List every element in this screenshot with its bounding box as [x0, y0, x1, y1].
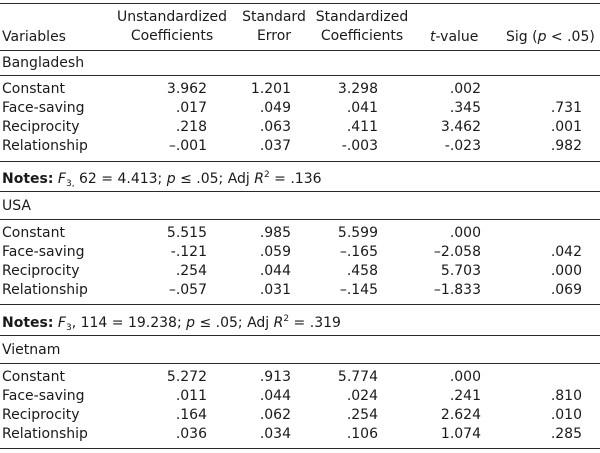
header-unstandardized-line2: Coefficients	[130, 28, 214, 44]
row-label-reciprocity: Reciprocity	[2, 407, 80, 423]
cell-se: .034	[259, 426, 291, 442]
cell-t: 1.074	[440, 426, 481, 442]
row-label-face-saving: Face-saving	[2, 244, 85, 260]
header-std-line2: Coefficients	[320, 28, 404, 44]
cell-b: -.121	[170, 244, 207, 260]
cell-se: 1.201	[250, 81, 291, 97]
row-label-relationship: Relationship	[2, 138, 88, 154]
cell-beta: .041	[346, 100, 378, 116]
cell-b: .017	[175, 100, 207, 116]
cell-b: –.001	[168, 138, 207, 154]
notes-label: Notes:	[2, 171, 54, 187]
header-se-line1: Standard	[242, 9, 306, 25]
header-variables: Variables	[2, 29, 66, 45]
cell-b: .164	[175, 407, 207, 423]
notes-end-rule	[0, 191, 600, 192]
notes-f: F	[57, 315, 66, 331]
notes-rsup: 2	[283, 314, 290, 324]
notes-r: R	[273, 315, 284, 331]
cell-t: –1.833	[433, 282, 481, 298]
header-standard-error	[236, 8, 312, 46]
cell-sig: .069	[550, 282, 582, 298]
cell-se: .049	[259, 100, 291, 116]
section-rule	[0, 363, 600, 364]
cell-b: .254	[175, 263, 207, 279]
row-label-relationship: Relationship	[2, 282, 88, 298]
cell-sig: .010	[550, 407, 582, 423]
cell-beta: .254	[346, 407, 378, 423]
notes-rsup: 2	[263, 170, 270, 180]
row-label-constant: Constant	[2, 369, 65, 385]
cell-b: 3.962	[166, 81, 207, 97]
notes-line	[2, 310, 341, 337]
notes-pcond: ≤ .05; Adj	[195, 315, 274, 331]
cell-se: .985	[259, 225, 291, 241]
cell-se: .037	[259, 138, 291, 154]
cell-sig: .731	[550, 100, 582, 116]
header-t-value	[430, 28, 478, 46]
section-label: USA	[2, 198, 31, 214]
cell-sig: .285	[550, 426, 582, 442]
bottom-rule	[0, 448, 600, 449]
cell-t: 3.462	[440, 119, 481, 135]
cell-se: .059	[259, 244, 291, 260]
header-unstandardized-line1: Unstandardized	[117, 9, 227, 25]
notes-rule	[0, 161, 600, 162]
header-se-line2: Error	[256, 28, 292, 44]
section-rule	[0, 219, 600, 220]
header-unstandardized	[112, 8, 232, 46]
row-label-reciprocity: Reciprocity	[2, 119, 80, 135]
row-label-constant: Constant	[2, 225, 65, 241]
cell-se: .913	[259, 369, 291, 385]
notes-fval: , 114 = 19.238;	[71, 315, 187, 331]
cell-beta: .106	[346, 426, 378, 442]
section-label: Vietnam	[2, 342, 61, 358]
cell-beta: 5.599	[337, 225, 378, 241]
cell-beta: –.165	[339, 244, 378, 260]
row-label-face-saving: Face-saving	[2, 388, 85, 404]
cell-b: .036	[175, 426, 207, 442]
row-label-reciprocity: Reciprocity	[2, 263, 80, 279]
cell-t: .000	[449, 369, 481, 385]
notes-fval: 62 = 4.413;	[74, 171, 167, 187]
cell-b: 5.515	[166, 225, 207, 241]
cell-beta: –.145	[339, 282, 378, 298]
cell-t: -.023	[444, 138, 481, 154]
cell-se: .063	[259, 119, 291, 135]
notes-df: 3,	[65, 179, 75, 189]
cell-b: 5.272	[166, 369, 207, 385]
header-standardized	[308, 8, 416, 46]
cell-t: –2.058	[433, 244, 481, 260]
cell-t: .241	[449, 388, 481, 404]
section-label: Bangladesh	[2, 55, 85, 71]
notes-rval: = .319	[289, 315, 341, 331]
row-label-face-saving: Face-saving	[2, 100, 85, 116]
cell-t: .345	[449, 100, 481, 116]
cell-b: .218	[175, 119, 207, 135]
notes-pcond: ≤ .05; Adj	[175, 171, 255, 187]
cell-sig: .042	[550, 244, 582, 260]
notes-label: Notes:	[2, 315, 54, 331]
cell-b: .011	[175, 388, 207, 404]
cell-beta: .458	[346, 263, 378, 279]
row-label-relationship: Relationship	[2, 426, 88, 442]
notes-rval: = .136	[269, 171, 322, 187]
header-std-line1: Standardized	[315, 9, 409, 25]
header-t-italic: t	[430, 29, 436, 45]
cell-beta: 3.298	[337, 81, 378, 97]
notes-p: p	[186, 315, 196, 331]
cell-se: .044	[259, 388, 291, 404]
header-t-rest: -value	[435, 29, 479, 45]
top-rule	[0, 3, 600, 4]
cell-t: 2.624	[440, 407, 481, 423]
cell-sig: .001	[550, 119, 582, 135]
header-sig	[506, 28, 595, 46]
notes-end-rule	[0, 335, 600, 336]
cell-se: .044	[259, 263, 291, 279]
notes-f: F	[57, 171, 66, 187]
notes-p: p	[166, 171, 176, 187]
header-rule	[0, 50, 600, 51]
cell-sig: .982	[550, 138, 582, 154]
cell-se: .031	[259, 282, 291, 298]
cell-beta: 5.774	[337, 369, 378, 385]
cell-sig: .810	[550, 388, 582, 404]
header-sig-pre: Sig (	[506, 29, 538, 45]
cell-beta: -.003	[341, 138, 378, 154]
row-label-constant: Constant	[2, 81, 65, 97]
notes-line	[2, 166, 322, 193]
cell-beta: .024	[346, 388, 378, 404]
cell-t: .000	[449, 225, 481, 241]
header-sig-p: p	[537, 29, 547, 45]
header-sig-post: < .05)	[546, 29, 595, 45]
cell-t: .002	[449, 81, 481, 97]
notes-rule	[0, 304, 600, 305]
notes-r: R	[254, 171, 264, 187]
cell-sig: .000	[550, 263, 582, 279]
notes-df: 3	[65, 323, 72, 333]
cell-b: –.057	[168, 282, 207, 298]
cell-beta: .411	[346, 119, 378, 135]
cell-se: .062	[259, 407, 291, 423]
section-rule	[0, 75, 600, 76]
cell-t: 5.703	[440, 263, 481, 279]
